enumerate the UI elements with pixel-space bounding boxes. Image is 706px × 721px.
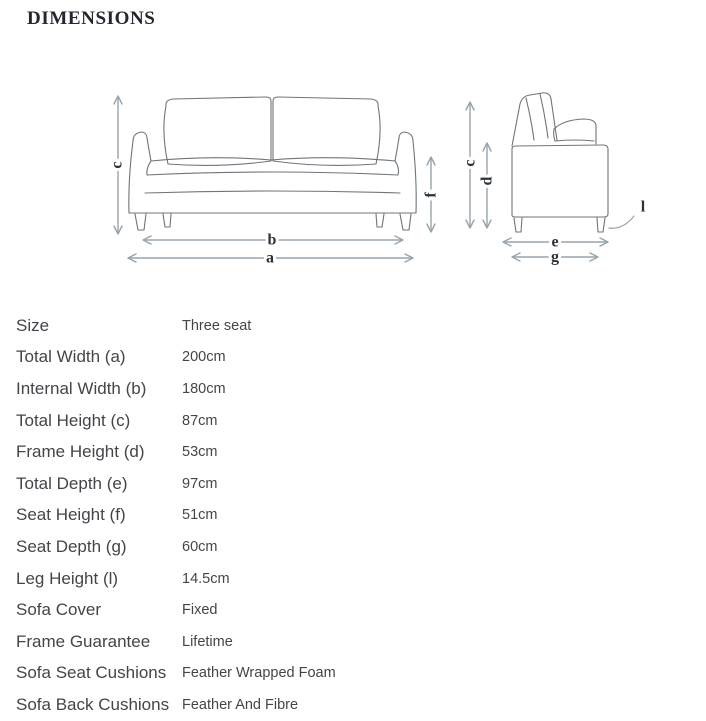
table-row [16, 500, 692, 532]
spec-value: Feather And Fibre [182, 696, 299, 713]
spec-label: Seat Height (f) [16, 505, 126, 525]
spec-value: 87cm [182, 412, 218, 429]
spec-label: Sofa Back Cushions [16, 694, 170, 714]
spec-label: Total Width (a) [16, 347, 126, 367]
spec-label: Seat Depth (g) [16, 536, 127, 556]
spec-value: 97cm [182, 475, 218, 492]
spec-label: Leg Height (l) [16, 568, 119, 588]
dimension-label-a: a [266, 249, 274, 267]
table-row [16, 405, 692, 437]
dimension-label-c-side: c [461, 159, 479, 167]
table-row [16, 594, 692, 626]
spec-value: Fixed [182, 602, 218, 619]
table-row [16, 436, 692, 468]
spec-label: Frame Height (d) [16, 442, 145, 462]
spec-value: 180cm [182, 380, 226, 397]
spec-value: 60cm [182, 538, 218, 555]
dimension-label-d: d [478, 176, 496, 186]
spec-value: 14.5cm [182, 570, 230, 587]
dimensions-table [16, 310, 692, 721]
sofa-side-sketch [512, 93, 608, 232]
spec-value: Three seat [182, 317, 252, 334]
table-row [16, 468, 692, 500]
sofa-front-sketch [129, 97, 416, 230]
spec-value: Feather Wrapped Foam [182, 665, 336, 682]
dimension-label-l: l [640, 198, 646, 216]
table-row [16, 373, 692, 405]
sofa-side-illustration [450, 80, 706, 280]
table-row [16, 658, 692, 690]
table-row [16, 626, 692, 658]
dimension-label-b: b [267, 231, 277, 249]
table-row [16, 531, 692, 563]
spec-label: Total Height (c) [16, 410, 131, 430]
dimension-label-c-front: c [108, 161, 126, 169]
leg-pointer-line [609, 216, 634, 228]
spec-label: Sofa Cover [16, 600, 102, 620]
table-row [16, 689, 692, 721]
table-row [16, 563, 692, 595]
spec-label: Frame Guarantee [16, 631, 151, 651]
dimension-label-e: e [551, 233, 559, 251]
spec-value: 53cm [182, 444, 218, 461]
spec-label: Sofa Seat Cushions [16, 663, 167, 683]
spec-label: Internal Width (b) [16, 378, 147, 398]
table-row [16, 342, 692, 374]
page-title: DIMENSIONS [27, 8, 156, 29]
spec-value: 51cm [182, 507, 218, 524]
dimension-label-f: f [422, 192, 440, 198]
dimension-label-g: g [551, 248, 559, 266]
spec-label: Total Depth (e) [16, 473, 128, 493]
spec-label: Size [16, 315, 50, 335]
spec-value: 200cm [182, 349, 226, 366]
table-row [16, 310, 692, 342]
sofa-front-illustration [100, 80, 460, 280]
spec-value: Lifetime [182, 633, 233, 650]
